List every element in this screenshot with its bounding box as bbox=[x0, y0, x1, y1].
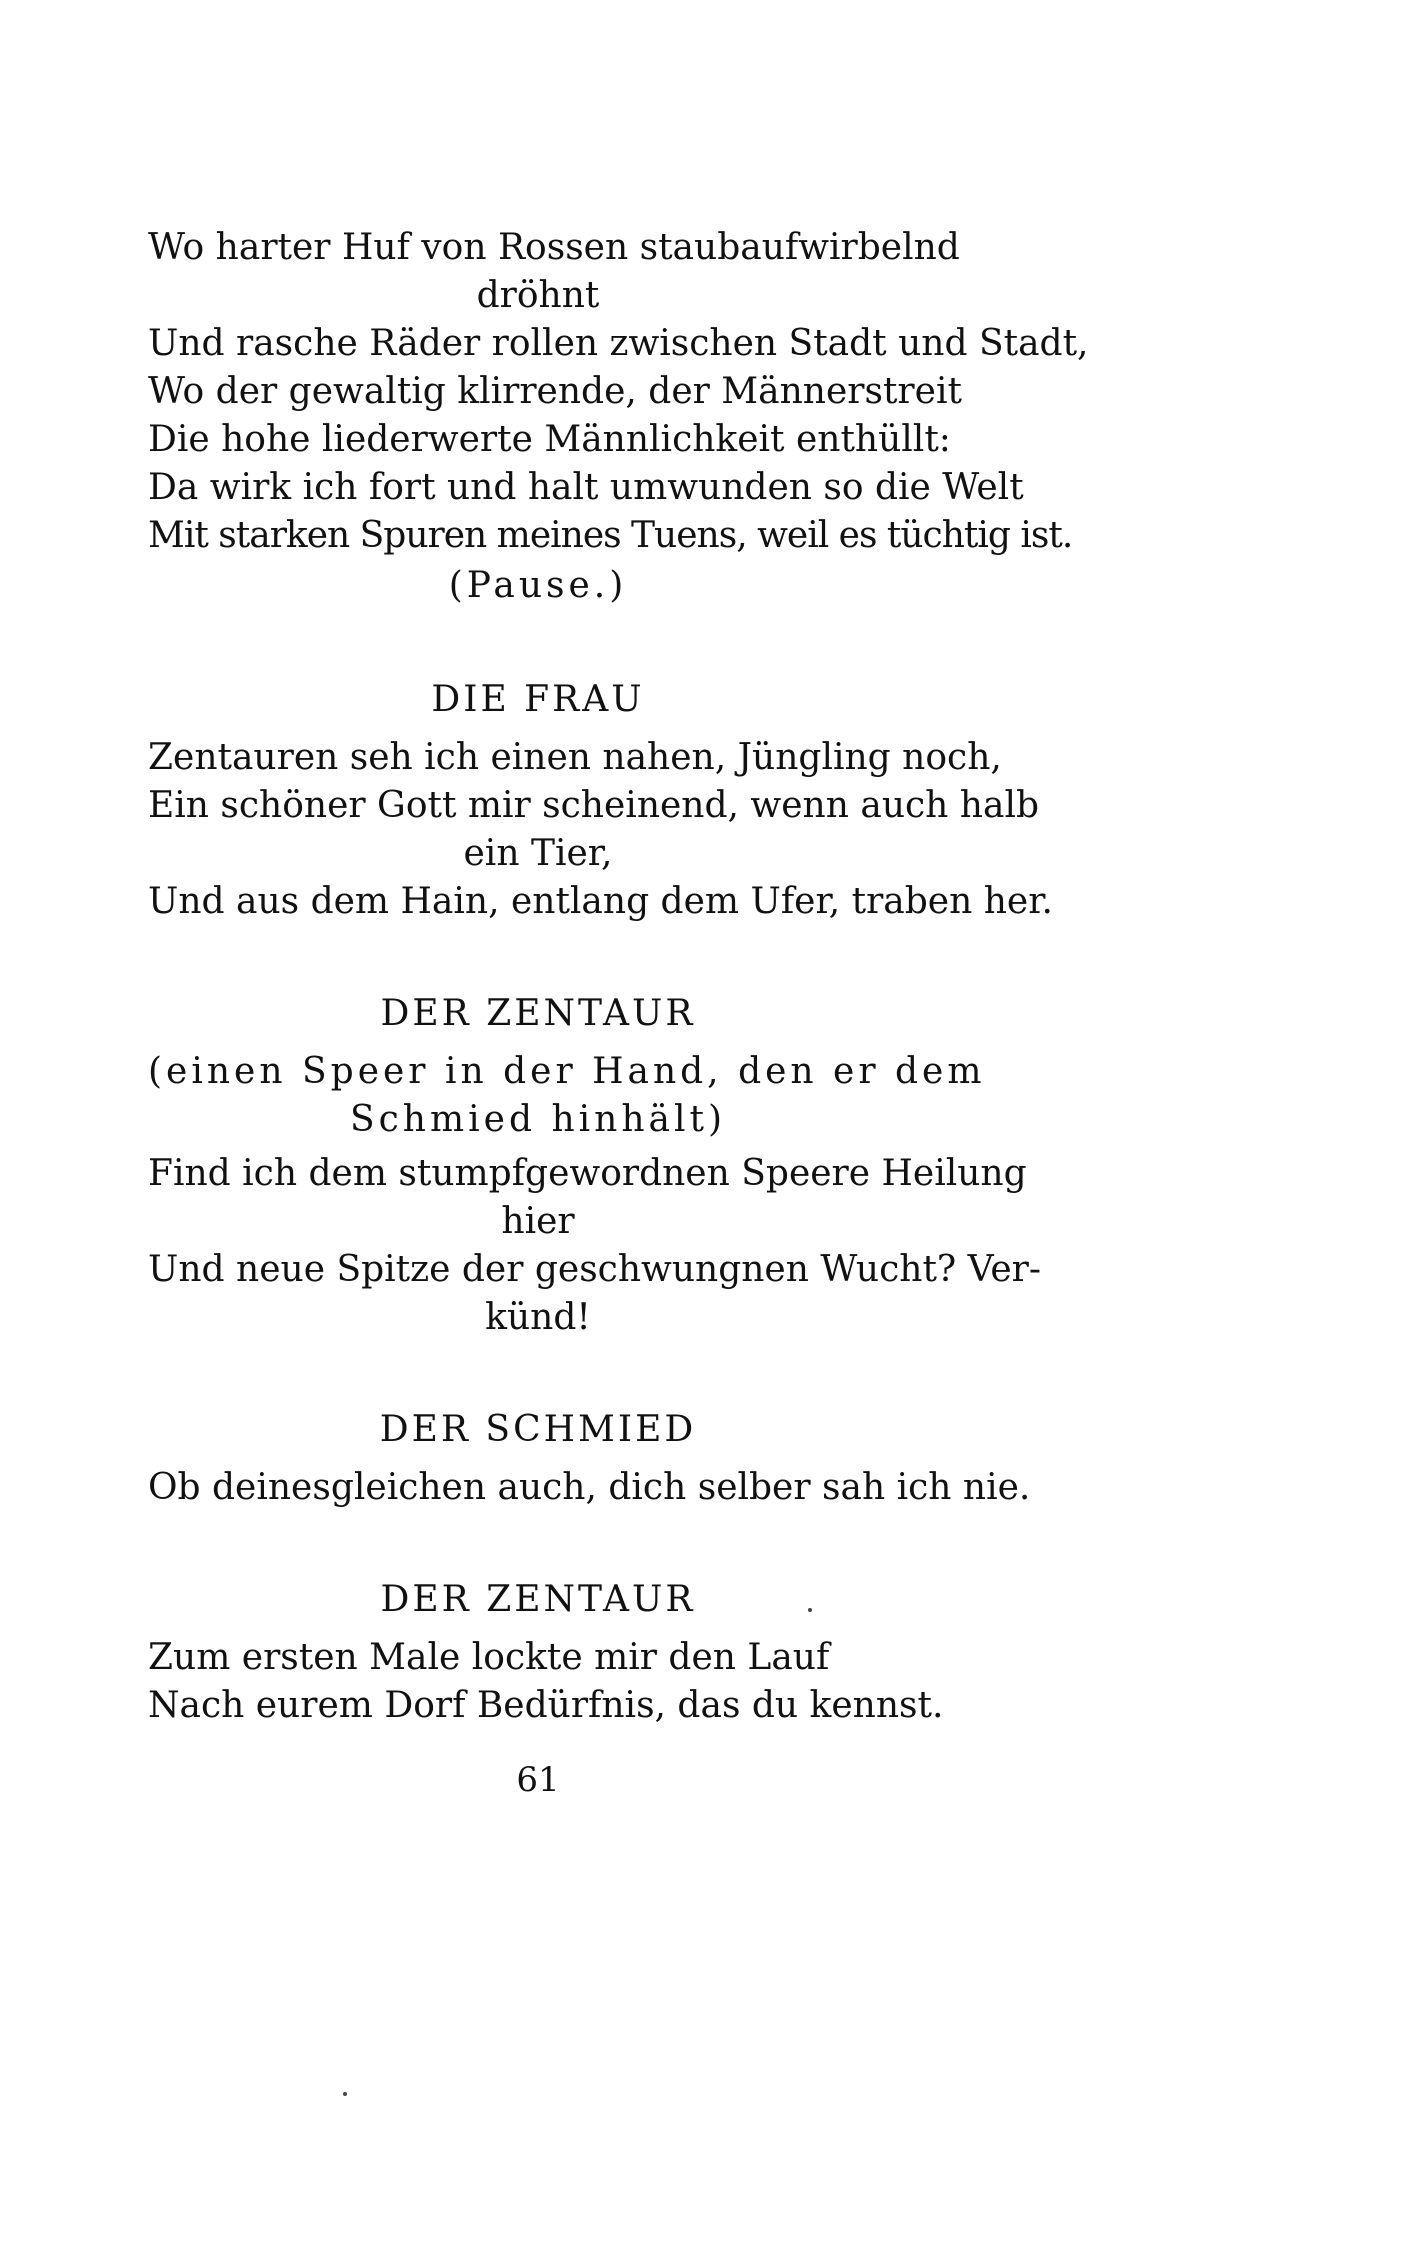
page-number: 61 bbox=[516, 1760, 560, 1800]
verse-line: Wo der gewaltig klirrende, der Männerstreit bbox=[148, 371, 962, 412]
verse-line-continuation: ein Tier, bbox=[463, 833, 613, 874]
stage-direction: (einen Speer in der Hand, den er dem bbox=[148, 1051, 986, 1092]
print-speck bbox=[808, 1608, 812, 1612]
print-speck bbox=[343, 2092, 347, 2096]
speaker-name: DER SCHMIED bbox=[379, 1409, 697, 1450]
stage-direction: Schmied hinhält) bbox=[349, 1099, 726, 1140]
verse-line: Find ich dem stumpfgewordnen Speere Heilung bbox=[148, 1153, 1027, 1194]
verse-line: Zum ersten Male lockte mir den Lauf bbox=[148, 1637, 830, 1678]
stage-direction: (Pause.) bbox=[448, 565, 628, 606]
verse-line: Nach eurem Dorf Bedürfnis, das du kennst. bbox=[148, 1685, 944, 1726]
verse-line: Ein schöner Gott mir scheinend, wenn auch halb bbox=[148, 785, 1039, 826]
verse-line: Und neue Spitze der geschwungnen Wucht? Ver- bbox=[148, 1249, 1042, 1290]
speaker-name: DER ZENTAUR bbox=[380, 1579, 696, 1620]
verse-line: Zentauren seh ich einen nahen, Jüngling noch, bbox=[148, 737, 1002, 778]
speaker-name: DER ZENTAUR bbox=[380, 993, 696, 1034]
verse-line: Ob deinesgleichen auch, dich selber sah ich nie. bbox=[148, 1467, 1031, 1508]
verse-line: Die hohe liederwerte Männlichkeit enthüllt: bbox=[148, 419, 951, 460]
verse-line: Da wirk ich fort und halt umwunden so die Welt bbox=[148, 467, 1024, 508]
verse-line-continuation: dröhnt bbox=[476, 275, 600, 316]
speaker-name: DIE FRAU bbox=[431, 679, 645, 720]
verse-line: Und rasche Räder rollen zwischen Stadt und Stadt, bbox=[148, 323, 1089, 364]
verse-line: Und aus dem Hain, entlang dem Ufer, traben her. bbox=[148, 881, 1053, 922]
verse-line: Wo harter Huf von Rossen staubaufwirbelnd bbox=[148, 227, 960, 268]
verse-line: Mit starken Spuren meines Tuens, weil es tüchtig ist. bbox=[148, 515, 1073, 556]
verse-line-continuation: künd! bbox=[485, 1297, 591, 1338]
verse-line-continuation: hier bbox=[501, 1201, 575, 1242]
